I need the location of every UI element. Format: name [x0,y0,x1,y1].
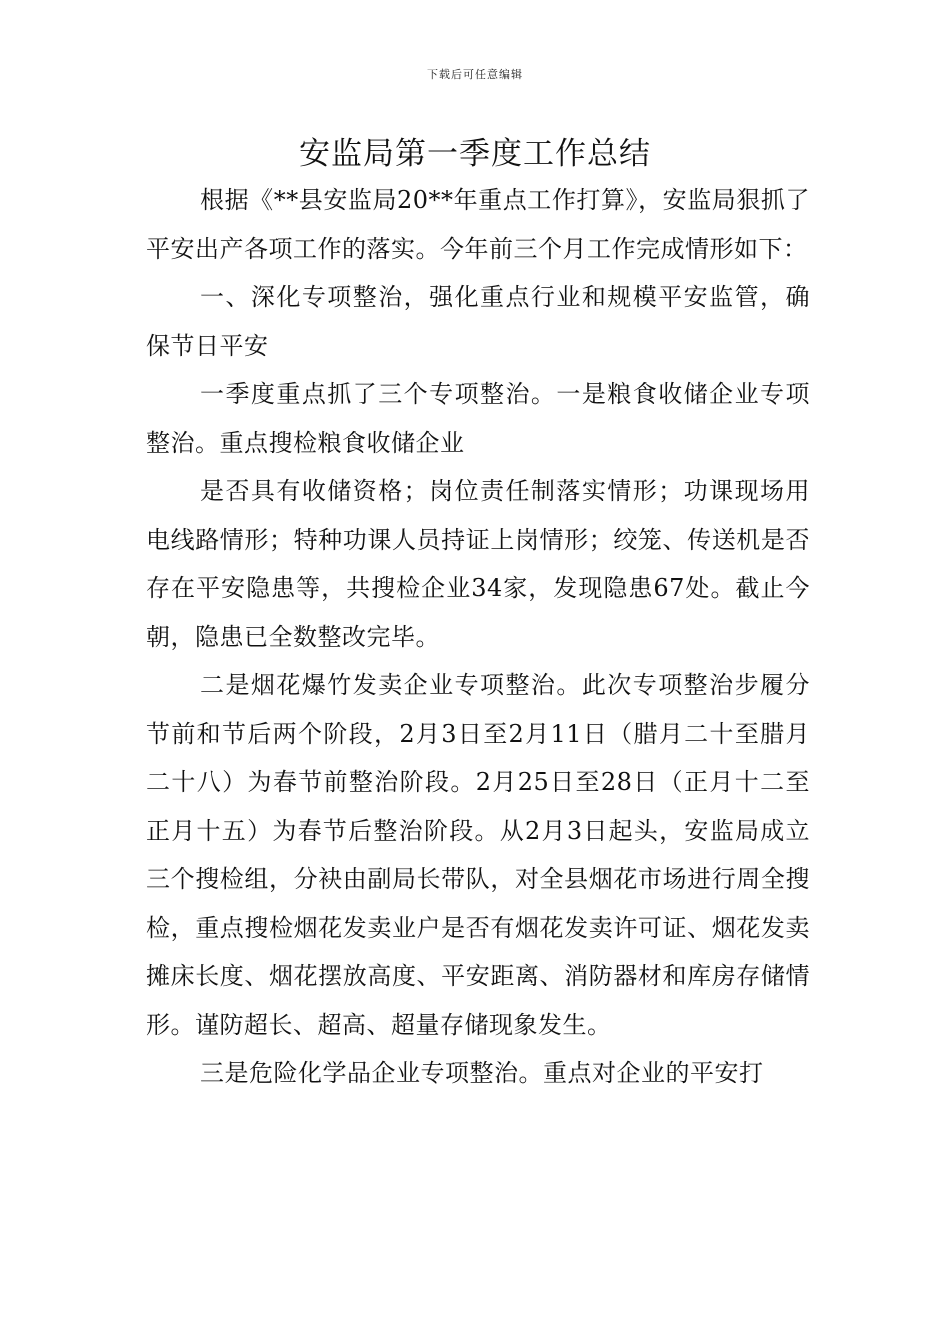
paragraph-grain-storage: 一季度重点抓了三个专项整治。一是粮食收储企业专项整治。重点搜检粮食收储企业 [146,380,810,457]
paragraph-hazardous-chemicals: 三是危险化学品企业专项整治。重点对企业的平安打 [200,1059,764,1087]
paragraph-section-heading: 一、深化专项整治，强化重点行业和规模平安监管，确保节日平安 [146,283,810,360]
paragraph-grain-inspection-details: 是否具有收储资格；岗位责任制落实情形；功课现场用电线路情形；特种功课人员持证上岗情形；绞笼、传送机是否存在平安隐患等，共搜检企业34家，发现隐患67处。截止今朝，隐患已全数整改完毕。 [146,477,810,651]
document-body [146,176,810,1098]
header-note: 下载后可任意编辑 [427,68,523,81]
document-title: 安监局第一季度工作总结 [299,136,651,172]
paragraph-fireworks: 二是烟花爆竹发卖企业专项整治。此次专项整治步履分节前和节后两个阶段，2月3日至2月11日（腊月二十至腊月二十八）为春节前整治阶段。2月25日至28日（正月十二至正月十五）为春节后整治阶段。从2月3日起头，安监局成立三个搜检组，分袂由副局长带队，对全县烟花市场进行周全搜检，重点搜检烟花发卖业户是否有烟花发卖许可证、烟花发卖摊床长度、烟花摆放高度、平安距离、消防器材和库房存储情形。谨防超长、超高、超量存储现象发生。 [146,671,810,1039]
paragraph-intro: 根据《**县安监局20**年重点工作打算》，安监局狠抓了平安出产各项工作的落实。今年前三个月工作完成情形如下： [146,186,810,263]
